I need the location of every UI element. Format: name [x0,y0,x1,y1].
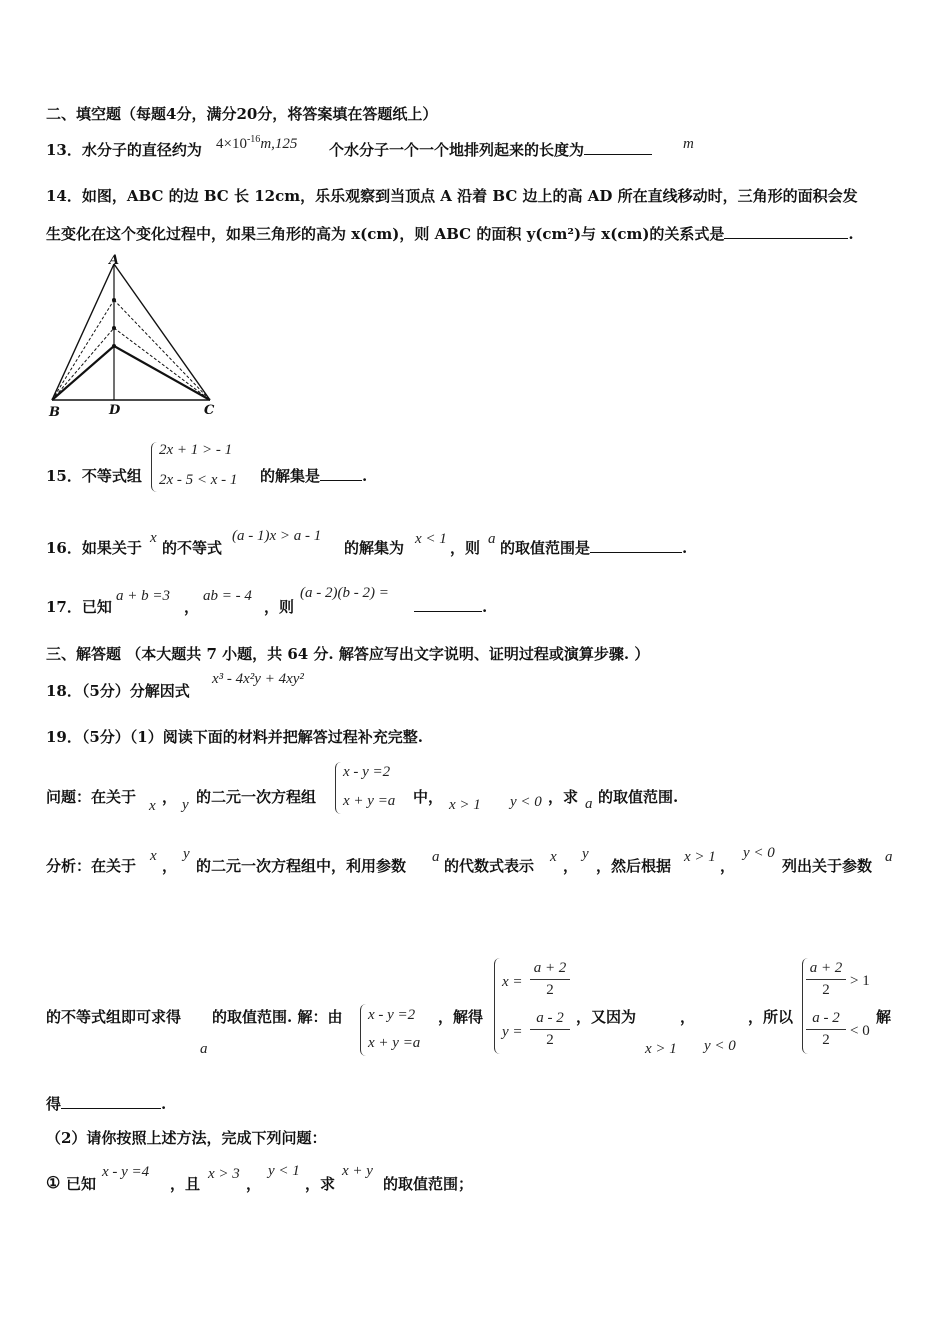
q16-ineq: (a - 1)x > a - 1 [232,528,322,544]
q18-prefix: 18．（5分）分解因式 [46,682,190,700]
q15-text-after-label: 的解集是 [260,467,321,485]
q19-an-comma: ， [162,857,178,875]
q17-end-wrap [414,597,487,617]
q13-prefix [46,140,202,160]
q19-line1: 19．（5分）（1）阅读下面的材料并把解答过程补充完整. [46,728,423,746]
q17-prefix: 17．已知 [46,598,112,616]
q16-var-x: x [150,530,157,546]
q19-frac-y [530,1010,570,1049]
dashed-side-2 [114,300,210,400]
q19-sol-x-lhs: x = [502,974,523,990]
q19-problem-prefix: 问题：在关于 [46,788,137,806]
ineq-frac1-denominator: 2 [822,982,830,998]
q19-analysis-then: ，然后根据 [596,857,672,875]
q19-solve-mid: 的取值范围. 解：由 [212,1008,343,1026]
vertex-dot-2 [112,326,116,330]
frac-x-numerator: a + 2 [533,960,567,976]
q13-math-base: 4×10 [216,136,247,152]
q19-solve-get: ，解得 [438,1008,484,1026]
q19-sys-row2: x + y =a [343,793,396,809]
frac-y-denominator: 2 [546,1032,554,1048]
q18-expr: x³ - 4x²y + 4xy² [212,671,304,687]
q19-solve-var-a: a [200,1041,208,1057]
q16-t4-label: 的取值范围是 [500,539,591,557]
q17-expr: (a - 2)(b - 2) = [300,585,389,601]
q19-solution-brace [494,958,501,1054]
q19-p2-end: 的取值范围； [383,1175,474,1193]
section3-heading: 三、解答题 （本大题共 7 小题，共 64 分. 解答应写出文字说明、证明过程或演算步骤. ） [46,645,650,663]
ineq-frac2-bar [806,1029,846,1030]
q19-p2-known: 已知 [66,1175,97,1193]
q15-answer-blank[interactable] [320,466,362,481]
q16-t1: 的不等式 [162,539,223,557]
q19-again: ，又因为 [576,1008,637,1026]
q17-t1: ，则 [264,598,295,616]
ineq-frac2-numerator: a - 2 [812,1010,840,1026]
frac-x-denominator: 2 [546,982,554,998]
q19-part2: （2）请你按照上述方法，完成下列问题： [46,1129,327,1147]
q16-end: . [682,539,688,557]
q13-text-before: 水分子的直径约为 [81,141,202,159]
q19-ineq1-rhs: > 1 [850,973,870,989]
q17-end: . [482,598,488,616]
label-c: C [204,403,215,418]
q16-sol: x < 1 [415,531,447,547]
q15-end: . [362,467,368,485]
q19-var-x: x [149,798,156,814]
q19-solve-prefix: 的不等式组即可求得 [46,1008,182,1026]
q19-var-a: a [585,796,593,812]
q19-frac-x [530,960,570,999]
q14-line2-text: 生变化在这个变化过程中，如果三角形的高为 x(cm)，则 ABC 的面积 y(cm²)与 x(cm)的关系式是 [46,225,725,243]
q14-answer-blank[interactable] [724,224,848,239]
q19-sol-y-lhs: y = [502,1024,523,1040]
q19-again-comma: ， [680,1008,696,1026]
q19-again-cond-x: x > 1 [645,1041,677,1057]
q19-p2-expr: x + y [342,1163,373,1179]
q19-p2-qiu: ，求 [305,1175,336,1193]
q19-comma: ， [162,788,178,806]
label-d: D [109,403,121,418]
q15-brace [151,442,158,492]
q15-prefix: 15．不等式组 [46,467,142,485]
q16-t4 [500,538,687,558]
q19-an-var-y2: y [582,846,589,862]
side-ac [114,264,210,400]
q15-text-after [260,466,367,486]
q17-answer-blank[interactable] [414,597,482,612]
q19-an-cond-y: y < 0 [743,845,775,861]
q19-an-cond-x: x > 1 [684,849,716,865]
q19-an-var-y: y [183,846,190,862]
q19-de: 得 [46,1095,62,1113]
dashed-side-4 [114,328,210,400]
q19-cond-y: y < 0 [510,794,542,810]
q19-p2-comma: ， [246,1175,262,1193]
q19-an-var-x: x [150,848,157,864]
q19-so: ，所以 [748,1008,794,1026]
label-a: A [109,253,120,268]
q14-triangle-figure [46,252,226,422]
q19-zhong: 中， [413,788,444,806]
label-b: B [49,405,60,420]
ineq-frac2-denominator: 2 [822,1032,830,1048]
side-ab [52,264,114,400]
ineq-frac1-numerator: a + 2 [809,960,843,976]
q13-text-after [329,140,652,160]
q19-problem-end: 的取值范围. [598,788,679,806]
q19-p2-cx: x > 3 [208,1166,240,1182]
q17-cond2: ab = - 4 [203,588,252,604]
q19-cond-x: x > 1 [449,797,481,813]
q19-qiu: ，求 [548,788,579,806]
frac-y-bar [530,1029,570,1030]
q19-an-var-a2: a [885,849,893,865]
dashed-side-1 [52,300,114,400]
q19-p2-cond: x - y =4 [102,1164,150,1180]
q19-problem-mid: 的二元一次方程组 [196,788,317,806]
ineq-frac1-bar [806,979,846,980]
q19-p2-cy: y < 1 [268,1163,300,1179]
circled-one-icon: ① [46,1173,61,1192]
q19-analysis-mid2: 的代数式表示 [444,857,535,875]
q19-an-var-a: a [432,849,440,865]
q14-line2 [46,224,854,244]
q19-ineq-frac1 [806,960,846,999]
q19-solve-row1: x - y =2 [368,1007,416,1023]
low-side-left [52,346,114,400]
q19-de-end: . [161,1095,167,1113]
low-side-right [114,346,210,400]
q19-ineq-frac2 [806,1010,846,1049]
q17-cond1: a + b =3 [116,588,170,604]
q16-prefix: 16．如果关于 [46,539,142,557]
q15-row2: 2x - 5 < x - 1 [159,472,238,488]
q19-an-comma3: ， [720,857,736,875]
q14-end: . [848,225,854,243]
q16-t2: 的解集为 [344,539,405,557]
q16-answer-blank[interactable] [590,538,682,553]
q19-var-y: y [182,797,189,813]
dashed-side-3 [52,328,114,400]
frac-y-numerator: a - 2 [536,1010,564,1026]
q16-t3: ，则 [450,539,481,557]
frac-x-bar [530,979,570,980]
q19-p2-and: ，且 [170,1175,201,1193]
q13-text-after-label: 个水分子一个一个地排列起来的长度为 [329,141,585,159]
q13-math [216,131,297,153]
q19-analysis-mid: 的二元一次方程组中，利用参数 [196,857,407,875]
q19-jie: 解 [876,1008,892,1026]
q13-answer-blank[interactable] [584,140,652,155]
q19-sys-brace [335,762,342,814]
q19-analysis-end: 列出关于参数 [782,857,873,875]
q13-math-exp: -16 [246,134,261,145]
q14-line1: 14．如图，ABC 的边 BC 长 12cm，乐乐观察到当顶点 A 沿着 BC 边上的高 AD 所在直线移动时，三角形的面积会发 [46,187,858,205]
q17-sep: ， [184,598,200,616]
q19-again-cond-y: y < 0 [704,1038,736,1054]
q19-de-line [46,1094,166,1114]
section2-heading: 二、填空题（每题4分，满分20分，将答案填在答题纸上） [46,105,438,123]
q19-an-var-x2: x [550,849,557,865]
q19-answer-blank[interactable] [61,1094,161,1109]
vertex-dot-1 [112,298,116,302]
q19-ineq2-rhs: < 0 [850,1023,870,1039]
q19-an-comma2: ， [563,857,579,875]
q16-var-a: a [488,531,496,547]
q13-unit: m [683,136,694,152]
q19-analysis-prefix: 分析：在关于 [46,857,137,875]
q19-sys-row1: x - y =2 [343,764,391,780]
q13-math-tail: m,125 [260,136,298,152]
q15-row1: 2x + 1 > - 1 [159,442,233,458]
vertex-dot-3 [112,344,116,348]
q19-solve-row2: x + y =a [368,1035,421,1051]
q19-solve-brace [360,1004,367,1056]
q13-number: 13． [46,141,82,159]
